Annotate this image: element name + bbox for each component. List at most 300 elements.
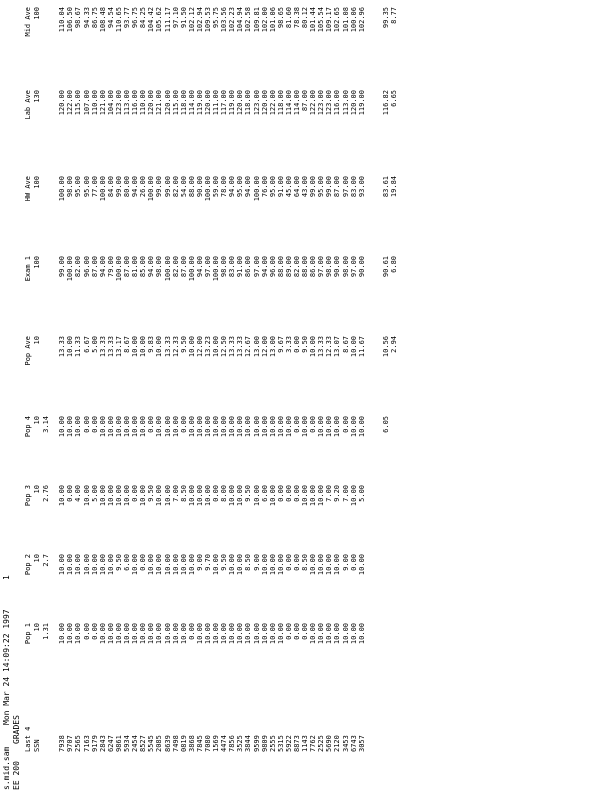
table-cell: 88.00 (301, 256, 310, 278)
table-cell: 97.00 (203, 256, 212, 278)
table-row (155, 7, 163, 752)
table-cell: 8873 (293, 735, 301, 752)
table-row (99, 7, 107, 752)
table-cell: 6.67 (82, 336, 91, 353)
table-row (188, 7, 196, 752)
table-row (333, 7, 341, 752)
table-cell: 10.56 (381, 336, 390, 358)
table-cell: 13.33 (163, 336, 172, 358)
table-cell: 10.00 (195, 416, 204, 438)
table-cell: 0.00 (66, 485, 75, 502)
table-cell: 10.00 (106, 554, 115, 576)
table-cell: 59.00 (212, 176, 221, 198)
table-cell: 10.00 (317, 554, 326, 576)
table-cell: 100.00 (147, 176, 156, 202)
table-cell: 10.00 (114, 416, 123, 438)
table-cell: 0.00 (301, 623, 310, 640)
table-row (317, 7, 325, 752)
table-cell: 6.05 (381, 416, 390, 433)
table-cell: 10.00 (212, 554, 221, 576)
table-cell: 10.00 (333, 554, 342, 576)
table-cell: 87.00 (90, 256, 99, 278)
table-cell: 102.58 (244, 7, 253, 33)
column-max-points: 10 (33, 485, 42, 494)
table-cell: 10.00 (333, 416, 342, 438)
report-title: GRADES (12, 715, 21, 744)
column-header: Exam 1 (24, 256, 32, 282)
table-cell: 86.00 (309, 256, 318, 278)
table-cell: 10.00 (220, 416, 229, 438)
table-row (261, 7, 269, 752)
table-cell: 10.00 (163, 623, 172, 645)
table-cell: 13.00 (268, 336, 277, 358)
table-cell: 120.00 (147, 90, 156, 116)
table-cell: 123.00 (317, 90, 326, 116)
table-cell: 10.00 (203, 623, 212, 645)
table-cell: 0.00 (131, 485, 140, 502)
table-cell: 118.00 (244, 90, 253, 116)
table-cell: 10.00 (349, 416, 358, 438)
table-cell: 19.84 (389, 176, 398, 198)
column-header: Last 4 (24, 726, 32, 752)
table-cell: 12.67 (244, 336, 253, 358)
table-cell: 10.00 (268, 485, 277, 507)
table-cell: 110.04 (58, 7, 67, 33)
table-cell: 100.00 (163, 256, 172, 282)
table-cell: 3525 (236, 735, 245, 752)
table-cell: 9707 (66, 735, 75, 752)
table-cell: 10.00 (317, 485, 326, 507)
table-cell: 10.00 (163, 554, 172, 576)
footer-row (390, 7, 398, 752)
table-cell: 11.33 (74, 336, 83, 358)
table-cell: 91.00 (276, 176, 285, 198)
table-cell: 10.00 (98, 416, 107, 438)
table-cell (382, 485, 390, 554)
table-cell (390, 416, 398, 485)
table-cell: 43.00 (301, 176, 310, 198)
column-max-points: 100 (33, 7, 42, 20)
table-cell: 100.00 (187, 256, 196, 282)
table-cell: 104.94 (236, 7, 245, 33)
table-cell: 10.00 (155, 623, 164, 645)
table-spacer (374, 7, 382, 752)
table-cell: 10.00 (244, 623, 253, 645)
table-cell: 10.00 (114, 485, 123, 507)
table-cell: 12.33 (325, 336, 334, 358)
table-cell: 12.00 (260, 336, 269, 358)
table-cell: 64.00 (293, 176, 301, 198)
table-cell: 10.00 (284, 416, 293, 438)
table-cell: 97.00 (317, 256, 326, 278)
table-cell: 10.00 (74, 623, 83, 645)
table-cell: 83.00 (349, 176, 358, 198)
table-cell: 93.77 (123, 7, 132, 29)
table-cell: 0.00 (82, 623, 91, 640)
table-cell: 94.33 (82, 7, 91, 29)
table-cell: 13.33 (58, 336, 67, 358)
table-cell: 7163 (82, 735, 91, 752)
column-max-points: 10 (33, 623, 42, 632)
table-cell: 8.50 (244, 554, 253, 571)
table-cell: 120.00 (236, 90, 245, 116)
table-cell: 96.75 (131, 7, 140, 29)
table-cell: 2525 (317, 735, 326, 752)
table-cell: 10.00 (139, 623, 148, 645)
table-cell: 108.48 (98, 7, 107, 33)
table-cell: 82.00 (171, 176, 180, 198)
table-cell: 102.12 (187, 7, 196, 33)
table-cell: 86.75 (90, 7, 99, 29)
table-cell: 10.00 (58, 623, 67, 645)
table-cell: 102.00 (260, 7, 269, 33)
table-row (228, 7, 236, 752)
table-cell: 90.61 (381, 256, 390, 278)
table-cell: 10.00 (309, 554, 318, 576)
table-cell: 0.00 (284, 554, 293, 571)
table-cell: 10.00 (357, 554, 366, 576)
table-cell: 7.00 (171, 485, 180, 502)
table-cell: 10.00 (260, 416, 269, 438)
table-cell: 97.00 (341, 176, 350, 198)
spacer-cell (374, 7, 382, 752)
table-cell: 10.00 (252, 416, 261, 438)
table-cell: 0.00 (212, 485, 221, 502)
table-cell: 10.00 (58, 554, 67, 576)
table-cell: 8639 (163, 735, 172, 752)
table-header-row-2 (33, 7, 42, 752)
table-cell: 10.00 (179, 623, 188, 645)
table-cell: 120.00 (163, 90, 172, 116)
table-cell: 9179 (90, 735, 99, 752)
table-cell: 10.00 (228, 554, 237, 576)
table-cell: 2120 (333, 735, 342, 752)
table-cell: 116.00 (333, 90, 342, 116)
table-cell: 7762 (309, 735, 318, 752)
table-cell: 100.00 (114, 256, 123, 282)
table-cell (390, 554, 398, 623)
column-max-points: 10 (33, 554, 42, 563)
column-max-points: 10 (33, 336, 42, 345)
table-cell: 97.00 (349, 256, 358, 278)
table-cell: 10.00 (317, 623, 326, 645)
table-cell: 111.00 (212, 90, 221, 116)
table-cell: 101.08 (341, 7, 350, 33)
table-cell: 10.00 (325, 554, 334, 576)
table-cell: 105.54 (317, 7, 326, 33)
table-cell: 7856 (228, 735, 237, 752)
table-cell: 13.00 (252, 336, 261, 358)
table-cell: 94.00 (244, 176, 253, 198)
table-cell (390, 695, 398, 752)
table-cell: 119.00 (228, 90, 237, 116)
table-cell: 0.00 (90, 623, 99, 640)
table-cell: 0.00 (309, 416, 318, 433)
table-cell: 0.00 (293, 416, 301, 433)
table-cell: 110.00 (139, 90, 148, 116)
table-cell: 109.53 (203, 7, 212, 33)
table-cell: 2.7 (42, 554, 51, 567)
table-row (196, 7, 204, 752)
table-cell: 10.00 (268, 554, 277, 576)
table-cell: 99.00 (163, 176, 172, 198)
table-cell: 9809 (260, 735, 269, 752)
table-cell: 99.35 (381, 7, 390, 29)
table-cell: 26.00 (139, 176, 148, 198)
table-row (285, 7, 293, 752)
table-cell: 10.00 (106, 485, 115, 507)
table-cell: 116.00 (131, 90, 140, 116)
table-cell: 10.00 (179, 554, 188, 576)
table-row (147, 7, 155, 752)
table-cell: 101.44 (309, 7, 318, 33)
table-cell: 82.00 (74, 256, 83, 278)
table-cell: 10.00 (309, 336, 318, 358)
table-cell: 9.50 (301, 336, 310, 353)
table-cell: 4.00 (74, 485, 83, 502)
table-cell: 10.00 (155, 416, 164, 438)
table-cell: 0819 (179, 735, 188, 752)
table-cell: 1.31 (42, 623, 51, 640)
table-cell: 10.00 (325, 623, 334, 645)
table-cell (390, 623, 398, 695)
table-cell: 10.00 (114, 623, 123, 645)
column-header: Lab Ave (24, 90, 32, 120)
table-cell: 10.00 (163, 416, 172, 438)
table-cell: 10.00 (276, 416, 285, 438)
table-cell: 104.42 (147, 7, 156, 33)
table-row (325, 7, 333, 752)
table-cell: 114.00 (293, 90, 301, 116)
table-row (277, 7, 285, 752)
table-row (236, 7, 244, 752)
table-cell: 9.50 (114, 554, 123, 571)
table-cell: 9861 (114, 735, 123, 752)
table-row (164, 7, 172, 752)
table-cell: 10.00 (147, 554, 156, 576)
table-cell: 10.00 (276, 623, 285, 645)
table-cell: 2843 (98, 735, 107, 752)
table-cell: 10.00 (131, 416, 140, 438)
table-cell: 98.65 (276, 7, 285, 29)
table-cell: 0.00 (82, 416, 91, 433)
table-header-row-1 (24, 7, 33, 752)
table-cell: 123.00 (325, 90, 334, 116)
table-row (269, 7, 277, 752)
table-cell: 100.00 (252, 176, 261, 202)
table-cell: 10.00 (236, 485, 245, 507)
table-cell: 120.00 (58, 90, 67, 116)
table-cell: 6.00 (123, 554, 132, 571)
table-row (74, 7, 82, 752)
table-cell: 118.00 (276, 90, 285, 116)
table-cell: 10.00 (66, 416, 75, 438)
column-header: Mid Ave (24, 7, 32, 37)
table-cell: 102.23 (228, 7, 237, 33)
column-max-points: 130 (33, 90, 42, 103)
table-cell: 77.00 (90, 176, 99, 198)
table-cell: 7.00 (325, 485, 334, 502)
table-row (212, 7, 220, 752)
column-max-points: 100 (33, 256, 42, 269)
table-row (180, 7, 188, 752)
table-cell: 10.00 (171, 554, 180, 576)
table-cell: 10.00 (203, 485, 212, 507)
table-cell: 94.00 (228, 176, 237, 198)
table-cell: 10.00 (187, 336, 196, 358)
table-cell: 94.00 (131, 176, 140, 198)
table-cell: 7080 (203, 735, 212, 752)
table-cell (42, 695, 50, 752)
table-cell: 8.50 (301, 554, 310, 571)
table-cell: 13.33 (228, 336, 237, 358)
table-cell: 110.65 (114, 7, 123, 33)
table-cell: 6743 (349, 735, 358, 752)
table-cell: 113.00 (341, 90, 350, 116)
table-cell: 102.65 (333, 7, 342, 33)
table-cell: 95.00 (268, 176, 277, 198)
table-cell: 10.00 (260, 554, 269, 576)
table-cell: 2555 (268, 735, 277, 752)
table-cell: 115.00 (171, 90, 180, 116)
table-row (115, 7, 123, 752)
table-cell: 2085 (155, 735, 164, 752)
table-cell: 10.00 (58, 485, 67, 507)
table-cell: 10.00 (268, 623, 277, 645)
table-cell (42, 7, 50, 90)
table-cell: 0.00 (349, 554, 358, 571)
table-cell: 85.00 (139, 256, 148, 278)
table-cell: 95.75 (212, 7, 221, 29)
table-cell: 10.00 (301, 485, 310, 507)
table-cell: 95.00 (74, 176, 83, 198)
table-row (58, 7, 66, 752)
table-cell: 13.33 (317, 336, 326, 358)
table-cell: 10.00 (131, 554, 140, 576)
table-row (358, 7, 366, 752)
table-cell: 10.00 (212, 623, 221, 645)
table-cell: 10.00 (195, 485, 204, 507)
table-cell: 0.00 (179, 416, 188, 433)
table-row (350, 7, 358, 752)
table-cell: 10.00 (187, 485, 196, 507)
table-cell: 109.81 (252, 7, 261, 33)
table-cell: 10.00 (309, 485, 318, 507)
table-cell: 10.00 (349, 623, 358, 645)
table-cell: 10.00 (123, 416, 132, 438)
table-cell: 87.00 (333, 176, 342, 198)
column-header: Pop 2 (24, 554, 32, 576)
table-cell: 10.00 (236, 416, 245, 438)
table-row (123, 7, 131, 752)
table-cell: 10.00 (74, 554, 83, 576)
table-cell: 82.00 (171, 256, 180, 278)
table-cell: 9.70 (203, 554, 212, 571)
table-cell: 120.00 (260, 90, 269, 116)
table-cell: 113.00 (123, 90, 132, 116)
table-cell: 9.67 (276, 336, 285, 353)
table-cell: 2454 (131, 735, 140, 752)
table-cell: 2.94 (389, 336, 398, 353)
table-cell: 115.00 (74, 90, 83, 116)
table-cell: 100.00 (66, 256, 75, 282)
table-cell: 122.00 (309, 90, 318, 116)
table-cell: 9.83 (147, 336, 156, 353)
table-cell: 10.00 (98, 623, 107, 645)
table-cell: 100.00 (212, 256, 221, 282)
table-cell: 95.00 (82, 176, 91, 198)
table-cell: 100.00 (98, 176, 107, 202)
table-cell: 98.00 (220, 256, 229, 278)
table-cell: 121.00 (155, 90, 164, 116)
table-cell: 0.00 (293, 554, 301, 571)
table-cell: 1143 (301, 735, 310, 752)
table-cell: 76.00 (260, 176, 269, 198)
course-code: EE 200 (12, 761, 21, 790)
table-cell: 0.00 (284, 485, 293, 502)
table-cell: 123.00 (114, 90, 123, 116)
table-cell: 3868 (187, 735, 196, 752)
table-cell: 114.00 (187, 90, 196, 116)
report-page-number: 1 (2, 575, 11, 580)
table-row (204, 7, 212, 752)
table-cell: 10.00 (260, 623, 269, 645)
table-cell: 10.00 (163, 485, 172, 507)
table-cell: 99.00 (309, 176, 318, 198)
table-cell: 100.06 (349, 7, 358, 33)
table-cell (42, 256, 50, 336)
table-cell: 7.00 (341, 485, 350, 502)
table-cell: 9.20 (333, 485, 342, 502)
report-filename: s.mid.sam (2, 746, 11, 790)
table-cell: 98.67 (74, 7, 83, 29)
table-cell: 94.00 (195, 256, 204, 278)
table-cell: 5690 (325, 735, 334, 752)
column-header: Pop 1 (24, 623, 32, 645)
table-cell: 7498 (171, 735, 180, 752)
table-cell: 12.00 (195, 336, 204, 358)
table-cell: 10.00 (228, 623, 237, 645)
table-cell: 3.33 (284, 336, 293, 353)
table-cell: 10.00 (301, 416, 310, 438)
table-cell: 2565 (74, 735, 83, 752)
table-cell: 10.00 (82, 554, 91, 576)
table-cell: 10.00 (147, 623, 156, 645)
table-row (83, 7, 91, 752)
table-cell: 110.00 (90, 90, 99, 116)
table-cell: 5922 (284, 735, 293, 752)
table-cell: 13.33 (236, 336, 245, 358)
table-cell: 7938 (58, 735, 67, 752)
table-cell: 10.00 (58, 416, 67, 438)
table-cell: 116.82 (381, 90, 390, 116)
table-cell: 9.00 (195, 554, 204, 571)
table-cell (390, 485, 398, 554)
table-cell: 80.00 (123, 176, 132, 198)
table-cell: 13.33 (98, 336, 107, 358)
table-row (301, 7, 309, 752)
table-cell: 10.00 (333, 623, 342, 645)
table-row (342, 7, 350, 752)
table-cell: 10.00 (66, 336, 75, 358)
table-cell: 10.00 (228, 485, 237, 507)
table-cell: 82.00 (293, 256, 301, 278)
grades-table (24, 7, 398, 752)
table-cell (382, 554, 390, 623)
table-cell: 102.94 (195, 7, 204, 33)
table-cell: 0.00 (293, 623, 301, 640)
table-cell: 87.00 (123, 256, 132, 278)
